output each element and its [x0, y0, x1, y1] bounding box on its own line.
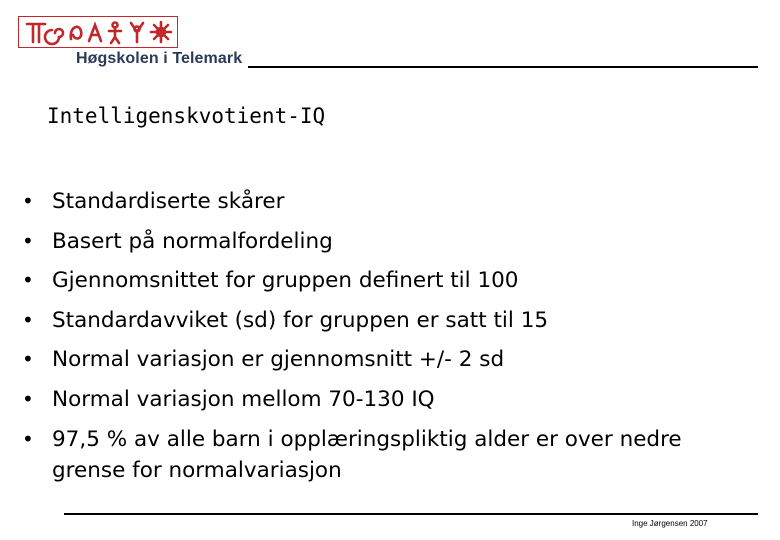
bullet-dot-icon: •: [22, 427, 34, 451]
bullet-text: Normal variasjon er gjennomsnitt +/- 2 sd: [52, 347, 505, 372]
bullet-text: 97,5 % av alle barn i opplæringspliktig alder er over nedre grense for normalvariasjon: [52, 427, 689, 483]
list-item: [22, 222, 742, 262]
bullet-text: Normal variasjon mellom 70-130 IQ: [52, 386, 435, 412]
list-item: [22, 261, 742, 301]
footer-credit: Inge Jørgensen 2007: [632, 519, 708, 528]
slide-title: Intelligenskvotient-IQ: [47, 104, 326, 128]
rock-carving-logo-icon: [19, 17, 177, 47]
list-item: [22, 380, 742, 420]
header-divider: [248, 66, 758, 68]
bullet-dot-icon: •: [22, 386, 34, 411]
bullet-text: Gjennomsnittet for gruppen definert til 100: [52, 268, 519, 293]
list-item: [22, 182, 742, 222]
bullet-text: Standardavviket (sd) for gruppen er satt til 15: [52, 307, 549, 333]
bullet-text: Basert på normalfordeling: [52, 228, 333, 254]
bullet-dot-icon: •: [22, 228, 34, 253]
bullet-dot-icon: •: [22, 347, 34, 371]
list-item: [22, 340, 742, 380]
bullet-text: Standardiserte skårer: [52, 189, 285, 214]
list-item: [22, 301, 742, 341]
bullet-list: [22, 182, 742, 486]
institution-name: Høgskolen i Telemark: [76, 50, 243, 67]
bullet-dot-icon: •: [22, 307, 34, 332]
list-item: [22, 419, 742, 486]
footer-divider: [64, 513, 758, 515]
bullet-dot-icon: •: [22, 268, 34, 292]
bullet-dot-icon: •: [22, 189, 34, 213]
institution-logo: [18, 16, 178, 48]
